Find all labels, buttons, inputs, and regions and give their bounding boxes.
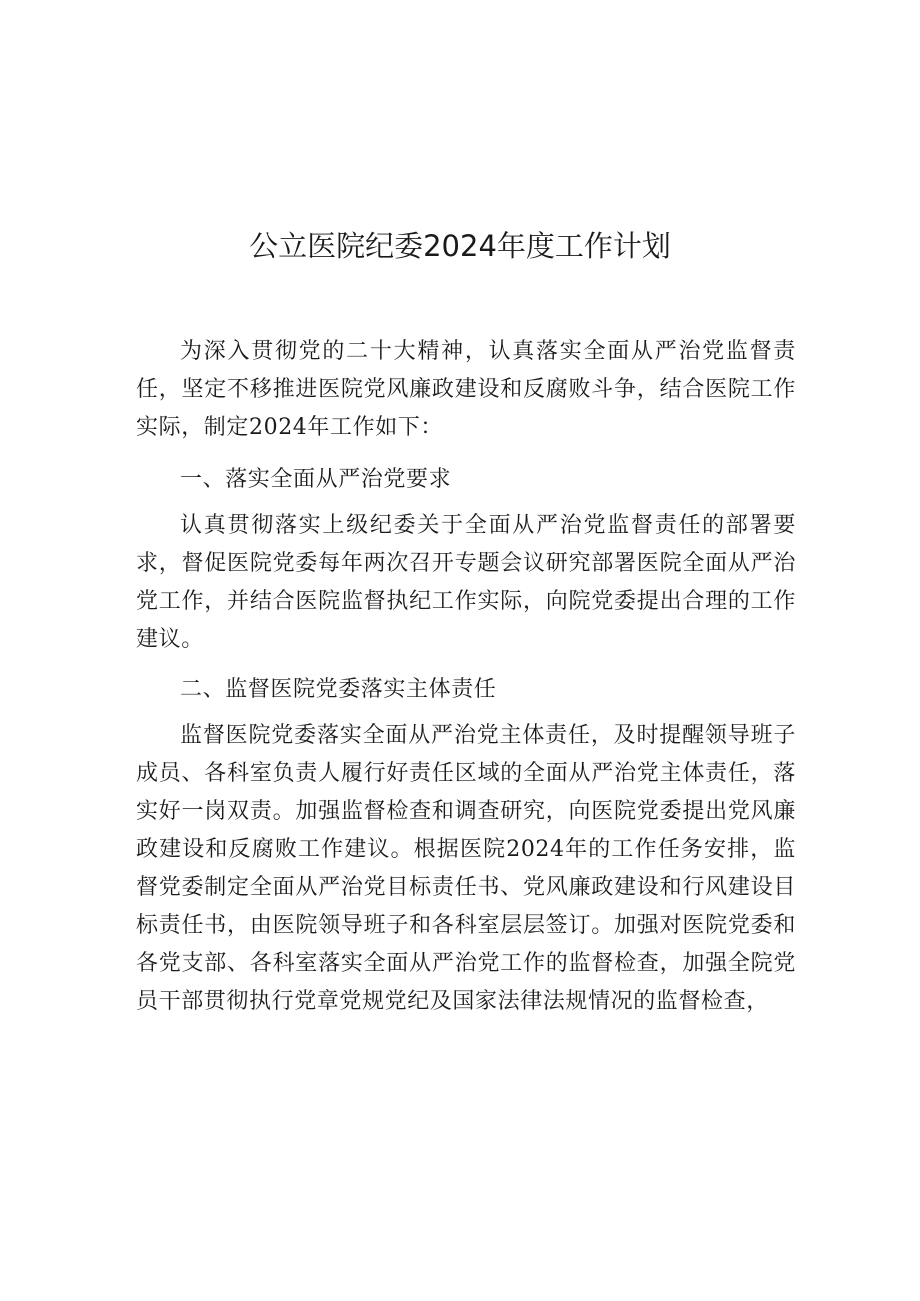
- section-1-body: 认真贯彻落实上级纪委关于全面从严治党监督责任的部署要求，督促医院党委每年两次召开专题会议研究部署医院全面从严治党工作，并结合医院监督执纪工作实际，向院党委提出合理的工作建议。: [136, 513, 796, 652]
- document-body: [136, 333, 796, 1021]
- section-2-body: 监督医院党委落实全面从严治党主体责任，及时提醒领导班子成员、各科室负责人履行好责任区域的全面从严治党主体责任，落实好一岗双责。加强监督检查和调查研究，向医院党委提出党风廉政建设和反腐败工作建议。根据医院2024年的工作任务安排，监督党委制定全面从严治党目标责任书、党风廉政建设和行风建设目标责任书，由医院领导班子和各科室层层签订。加强对医院党委和各党支部、各科室落实全面从严治党工作的监督检查，加强全院党员干部贯彻执行党章党规党纪及国家法律法规情况的监督检查，: [136, 723, 796, 1014]
- document-title: 公立医院纪委2024年度工作计划: [249, 229, 671, 263]
- section-1-heading: 一、落实全面从严治党要求: [180, 467, 452, 492]
- intro-paragraph: 为深入贯彻党的二十大精神，认真落实全面从严治党监督责任，坚定不移推进医院党风廉政建设和反腐败斗争，结合医院工作实际，制定2024年工作如下：: [136, 339, 796, 440]
- section-2-heading: 二、监督医院党委落实主体责任: [180, 677, 497, 702]
